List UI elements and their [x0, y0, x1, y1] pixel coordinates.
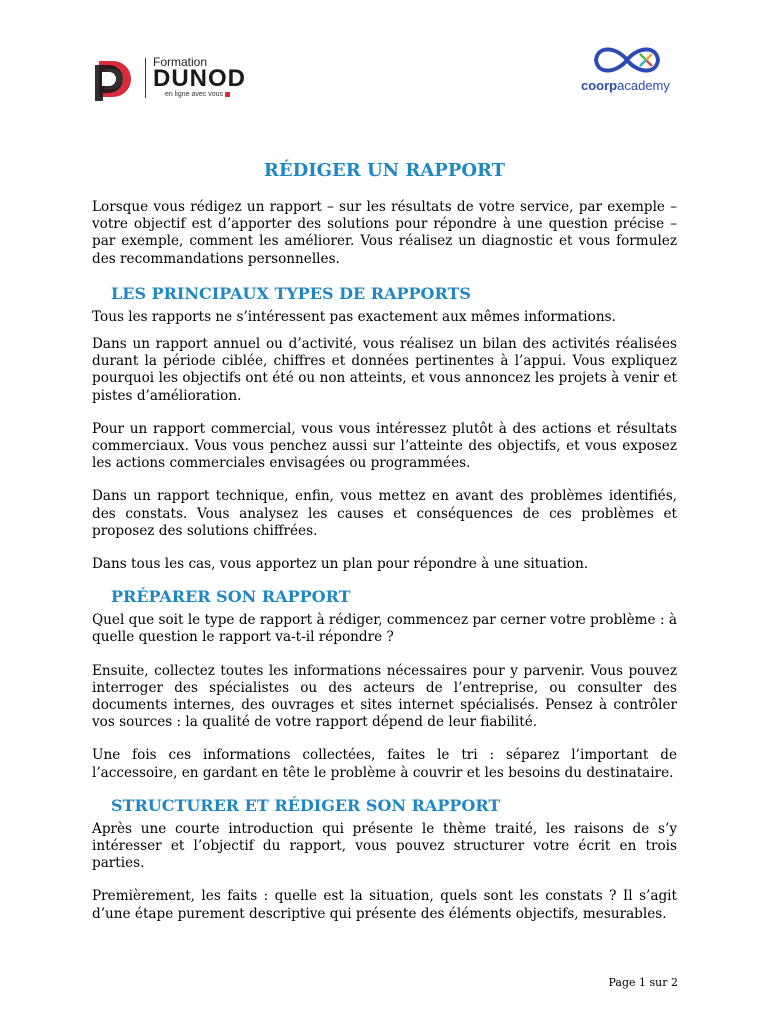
coorpacademy-wordmark — [581, 78, 670, 93]
infinity-icon — [588, 40, 666, 80]
section-heading-types: LES PRINCIPAUX TYPES DE RAPPORTS — [111, 283, 471, 303]
coorpacademy-logo — [578, 40, 678, 100]
section-heading-structurer: STRUCTURER ET RÉDIGER SON RAPPORT — [111, 795, 501, 815]
document-body — [92, 150, 677, 939]
tagline-label: en ligne avec vous — [165, 91, 223, 98]
page-number: Page 1 sur 2 — [608, 976, 678, 989]
document-title: RÉDIGER UN RAPPORT — [263, 160, 506, 181]
formation-label: Formation — [153, 55, 208, 69]
paragraph: Après une courte introduction qui présente le thème traité, les raisons de s’y intéresser et l’objectif du rapport, vous pouvez structurer votre écrit en trois parties. — [92, 820, 677, 872]
red-square-icon — [225, 92, 230, 97]
paragraph: Ensuite, collectez toutes les informations nécessaires pour y parvenir. Vous pouvez interroger des spécialistes ou des acteurs de l’entreprise, ou consulter des documents internes, des ouvrages et sites internet spécialisés. Pensez à contrôler vos sources : la qualité de votre rapport dépend de leur fiabilité. — [92, 662, 677, 731]
dunod-d-icon — [95, 57, 133, 101]
paragraph: Quel que soit le type de rapport à rédiger, commencez par cerner votre problème : à quelle question le rapport va-t-il répondre ? — [92, 612, 677, 646]
paragraph: Pour un rapport commercial, vous vous intéressez plutôt à des actions et résultats commerciaux. Vous vous penchez aussi sur l’atteinte des objectifs, et vous exposez les actions commerciales envisagées ou programmées. — [92, 420, 677, 472]
paragraph: Une fois ces informations collectées, faites le tri : séparez l’important de l’accessoire, en gardant en tête le problème à couvrir et les besoins du destinataire. — [92, 747, 677, 781]
section-heading-preparer: PRÉPARER SON RAPPORT — [111, 587, 351, 607]
paragraph: Dans un rapport annuel ou d’activité, vous réalisez un bilan des activités réalisées durant la période ciblée, chiffres et données pertinentes à l’appui. Vous expliquez pourquoi les objectifs ont été ou non atteints, et vous annoncez les projets à venir et pistes d’amélioration. — [92, 336, 677, 404]
intro-paragraph: Lorsque vous rédigez un rapport – sur les résultats de votre service, par exemple – votre objectif est d’apporter des solutions pour répondre à une question précise – par exemple, comment les améliorer. Vous réalisez un diagnostic et vous formulez des recommandations personnelles. — [92, 199, 677, 267]
paragraph: Premièrement, les faits : quelle est la situation, quels sont les constats ? Il s’agit d’une étape purement descriptive qui présente des éléments objectifs, mesurables. — [92, 888, 677, 922]
logo-divider — [145, 58, 146, 98]
dunod-logo — [95, 55, 275, 103]
paragraph: Dans un rapport technique, enfin, vous mettez en avant des problèmes identifiés, des constats. Vous analysez les causes et conséquences de ces problèmes et proposez des solutions chiffrées. — [92, 488, 677, 539]
dunod-tagline — [165, 91, 230, 98]
paragraph: Dans tous les cas, vous apportez un plan pour répondre à une situation. — [92, 556, 589, 573]
dunod-brand: DUNOD — [153, 65, 246, 92]
coorp-prefix: coorp — [581, 78, 618, 93]
coorp-suffix: academy — [617, 78, 670, 93]
paragraph: Tous les rapports ne s’intéressent pas exactement aux mêmes informations. — [92, 308, 616, 325]
